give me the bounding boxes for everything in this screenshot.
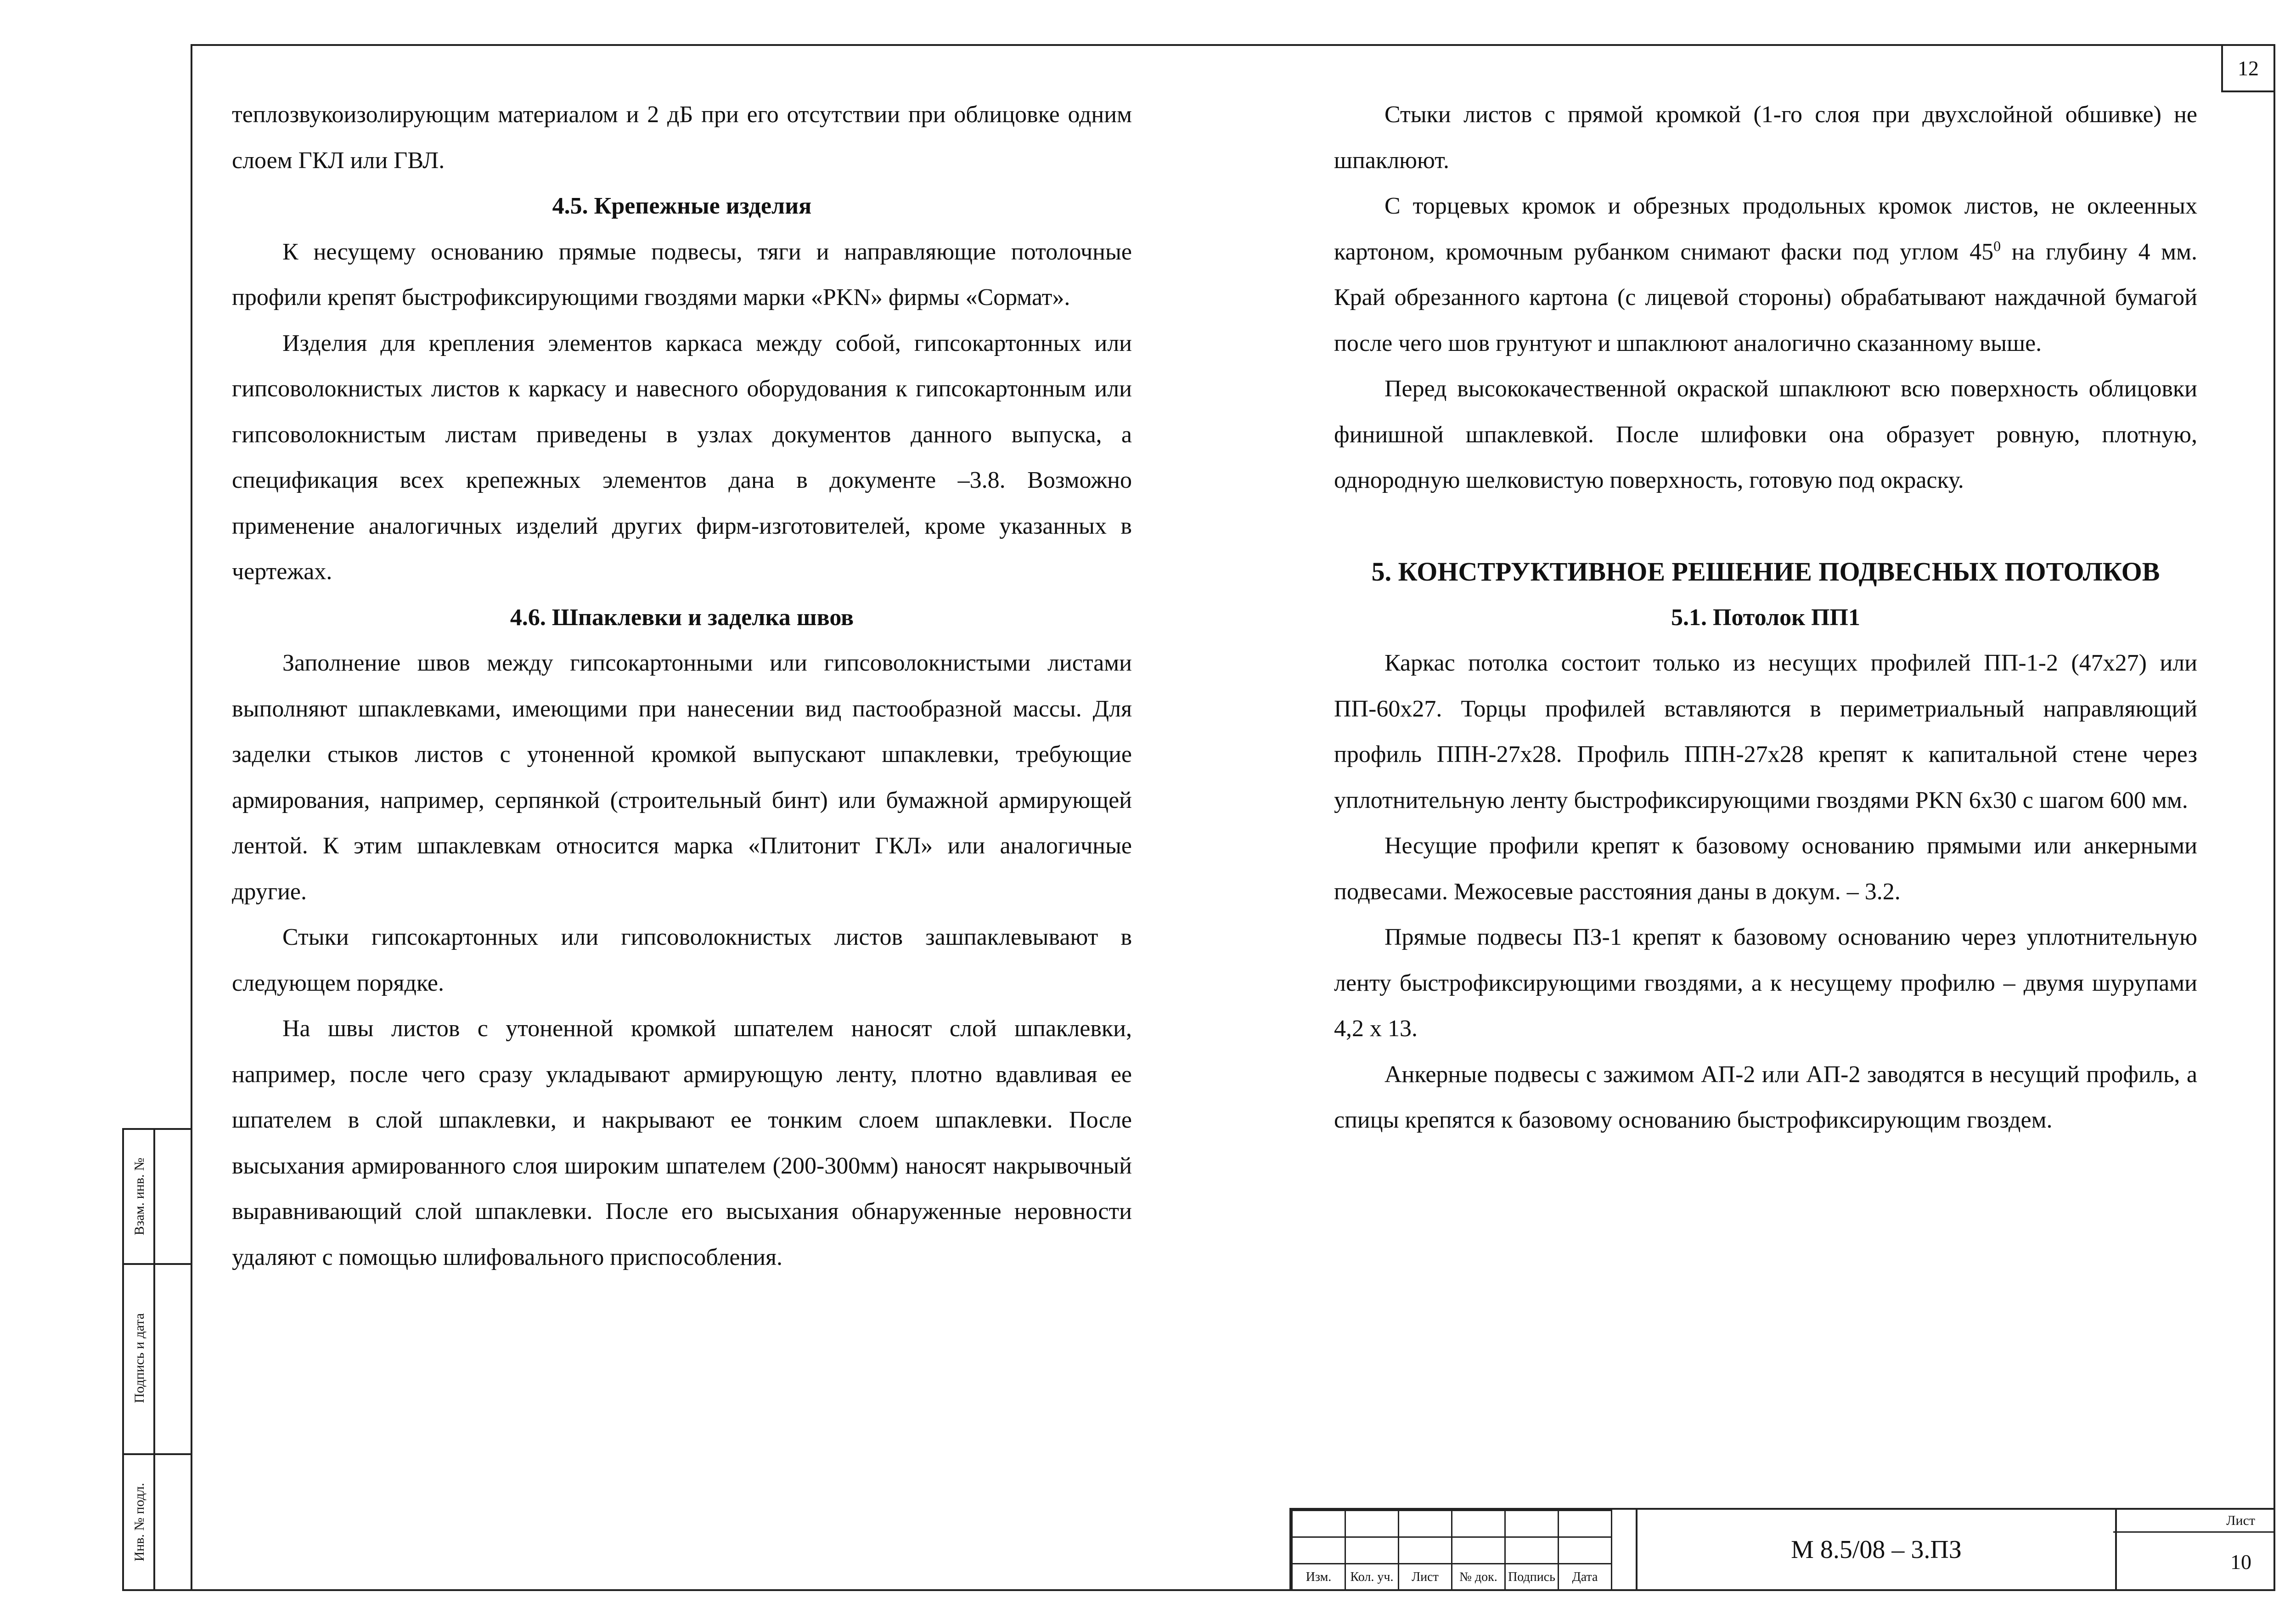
title-block-cell <box>1559 1511 1612 1537</box>
title-block-cell <box>1399 1511 1452 1537</box>
paragraph: Перед высококачественной окраской шпаклюют всю поверхность облицовки финишной шпаклевкой. После шлифовки она образует ровную, плотную, однородную шелковистую поверхность, готовую под окраску. <box>1334 376 2197 493</box>
paragraph-text: С торцевых кромок и обрезных продольных кромок листов, не оклеенных картоном, кромочным рубанком снимают фаски под углом 45 <box>1334 193 2197 265</box>
title-block-header-date: Дата <box>1559 1564 1612 1591</box>
title-block-cell <box>1292 1511 1345 1537</box>
title-block-cell <box>1452 1511 1505 1537</box>
paragraph: Прямые подвесы ПЗ-1 крепят к базовому основанию через уплотнительную ленту быстрофиксирующими гвоздями, а к несущему профилю – двумя шурупами 4,2 х 13. <box>1334 924 2197 1042</box>
title-block-header-list: Лист <box>1399 1564 1452 1591</box>
title-block-cell <box>1345 1511 1399 1537</box>
paragraph <box>1334 183 2197 366</box>
spacer <box>1334 503 2197 549</box>
section-heading-5-1: 5.1. Потолок ПП1 <box>1671 604 1860 631</box>
title-block-cell <box>1505 1537 1559 1564</box>
right-text-column <box>1334 92 2197 1143</box>
side-stamp-label-signature-date: Подпись и дата <box>132 1313 147 1403</box>
paragraph: Анкерные подвесы с зажимом АП-2 или АП-2 заводятся в несущий профиль, а спицы крепятся к базовому основанию быстрофиксирующим гвоздем. <box>1334 1061 2197 1133</box>
chapter-heading-5: 5. КОНСТРУКТИВНОЕ РЕШЕНИЕ ПОДВЕСНЫХ ПОТОЛКОВ <box>1371 557 2160 587</box>
paragraph: На швы листов с утоненной кромкой шпателем наносят слой шпаклевки, например, после чего сразу укладывают армирующую ленту, плотно вдавливая ее шпателем в слой шпаклевки, и накрывают ее тонким слоем шпаклевки. После высыхания армированного слоя широким шпателем (200-300мм) наносят накрывочный выравнивающий слой шпаклевки. После его высыхания обнаруженные неровности удаляют с помощью шлифовального приспособления. <box>232 1016 1132 1270</box>
section-heading-4-6: 4.6. Шпаклевки и заделка швов <box>510 604 854 631</box>
title-block-revision-table <box>1291 1510 1612 1591</box>
title-block-cell <box>1292 1537 1345 1564</box>
sheet-label: Лист <box>2113 1510 2273 1533</box>
paragraph: Заполнение швов между гипсокартонными или гипсоволокнистыми листами выполняют шпаклевками, имеющими при нанесении вид пастообразной массы. Для заделки стыков листов с утоненной кромкой выпускают шпаклевки, требующие армирования, например, серпянкой (строительный бинт) или бумажной армирующей лентой. К этим шпаклевкам относится марка «Плитонит ГКЛ» или аналогичные другие. <box>232 650 1132 905</box>
title-block-header-kol-uch: Кол. уч. <box>1345 1564 1399 1591</box>
sheet-number: 10 <box>2230 1550 2251 1574</box>
section-heading-4-5: 4.5. Крепежные изделия <box>552 193 812 219</box>
side-stamp <box>122 1128 192 1591</box>
title-block-cell <box>1399 1537 1452 1564</box>
side-stamp-divider <box>124 1263 192 1265</box>
paragraph: теплозвукоизолирующим материалом и 2 дБ при его отсутствии при облицовке одним слоем ГКЛ или ГВЛ. <box>232 102 1132 174</box>
title-block <box>1289 1508 2275 1591</box>
paragraph: Стыки гипсокартонных или гипсоволокнистых листов зашпаклевывают в следующем порядке. <box>232 924 1132 996</box>
side-stamp-label-replacement: Взам. инв. № <box>132 1157 147 1236</box>
title-block-cell <box>1505 1511 1559 1537</box>
left-text-column <box>232 92 1132 1280</box>
paragraph: Изделия для крепления элементов каркаса между собой, гипсокартонных или гипсоволокнистых листов к каркасу и навесного оборудования к гипсокартонным или гипсоволокнистым листам приведены в узлах документов данного выпуска, а спецификация всех крепежных элементов дана в документе –3.8. Возможно применение аналогичных изделий других фирм-изготовителей, кроме указанных в чертежах. <box>232 330 1132 585</box>
corner-page-number: 12 <box>2221 44 2275 92</box>
title-block-cell <box>1345 1537 1399 1564</box>
side-stamp-divider <box>124 1453 192 1455</box>
paragraph: Каркас потолка состоит только из несущих профилей ПП-1-2 (47х27) или ПП-60х27. Торцы профилей вставляются в периметриальный направляющий профиль ППН-27х28. Профиль ППН-27х28 крепят к капитальной стене через уплотнительную ленту быстрофиксирующими гвоздями PKN 6х30 с шагом 600 мм. <box>1334 650 2197 813</box>
degree-superscript: 0 <box>1993 237 2001 254</box>
title-block-cell <box>1452 1537 1505 1564</box>
paragraph: К несущему основанию прямые подвесы, тяги и направляющие потолочные профили крепят быстрофиксирующими гвоздями марки «PKN» фирмы «Сормат». <box>232 238 1132 310</box>
side-stamp-label-original-inv: Инв. № подл. <box>132 1483 147 1562</box>
title-block-header-izm: Изм. <box>1292 1564 1345 1591</box>
paragraph: Стыки листов с прямой кромкой (1-го слоя при двухслойной обшивке) не шпаклюют. <box>1334 102 2197 174</box>
sheet-cell <box>2113 1510 2273 1589</box>
title-block-header-signature: Подпись <box>1505 1564 1559 1591</box>
title-block-header-doc-no: № док. <box>1452 1564 1505 1591</box>
paragraph: Несущие профили крепят к базовому основанию прямыми или анкерными подвесами. Межосевые расстояния даны в докум. – 3.2. <box>1334 833 2197 905</box>
document-code: М 8.5/08 – 3.ПЗ <box>1636 1510 2117 1589</box>
title-block-cell <box>1559 1537 1612 1564</box>
paragraph-text: на глубину 4 мм. Край обрезанного картона (с лицевой стороны) обрабатывают наждачной бумагой после чего шов грунтуют и шпаклюют аналогично сказанному выше. <box>1334 238 2197 356</box>
